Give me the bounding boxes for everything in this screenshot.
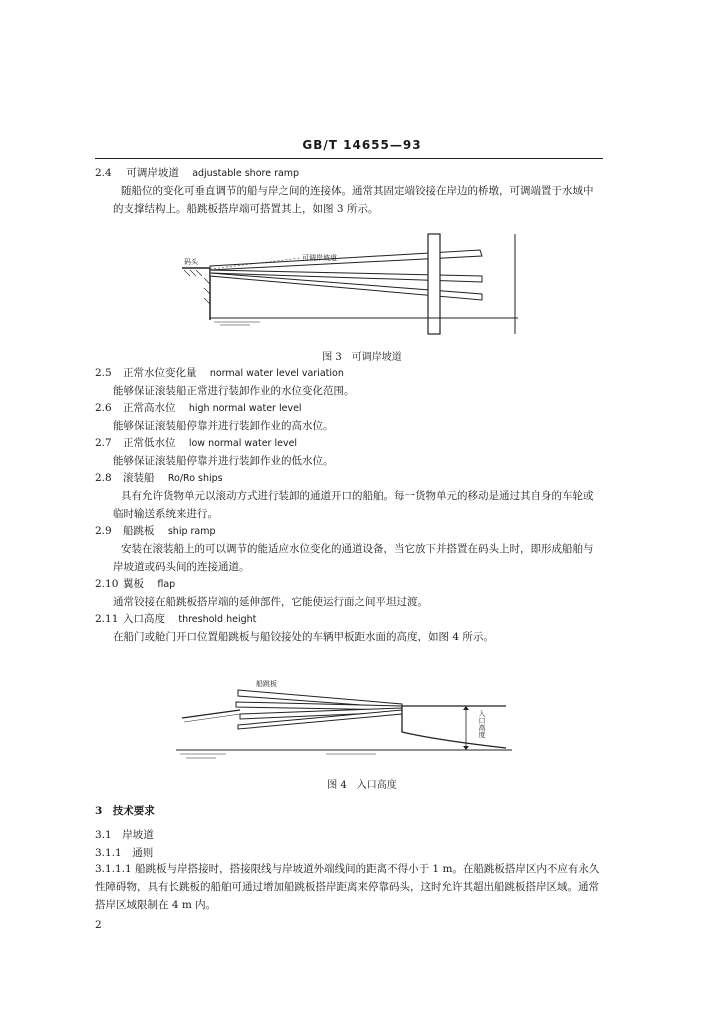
clause-2-7-body: 能够保证滚装船停靠并进行装卸作业的低水位。 <box>113 455 334 467</box>
clause-term: 可调岸坡道 <box>126 167 179 179</box>
clause-2-5-body: 能够保证滚装船正常进行装卸作业的水位变化范围。 <box>113 385 355 397</box>
clause-2-11-body: 在船门或舱门开口位置船跳板与船铰接处的车辆甲板距水面的高度，如图 4 所示。 <box>113 631 494 643</box>
label-ship-ramp: 船跳板 <box>256 680 277 688</box>
clause-2-6-body: 能够保证滚装船停靠并进行装卸作业的高水位。 <box>113 420 334 432</box>
support-pile <box>428 234 440 334</box>
page-number: 2 <box>95 919 102 931</box>
clause-2-8-title: 2.8 滚装船 Ro/Ro ships <box>95 472 223 484</box>
clause-number: 2.4 <box>95 167 112 179</box>
clause-term-en: adjustable shore ramp <box>192 168 300 179</box>
standard-code-header: GB/T 14655—93 <box>302 138 422 152</box>
clause-2-10-title: 2.10 翼板 flap <box>95 578 176 590</box>
clause-2-9-body: 安装在滚装船上的可以调节的能适应水位变化的通道设备，当它放下并搭置在码头上时，即形成船舶与岸坡道或码头间的连接通道。 <box>113 543 594 573</box>
label-quay: 码头 <box>184 258 198 266</box>
clause-2-4-title <box>95 166 299 181</box>
header-rule <box>95 158 603 159</box>
label-adjustable-ramp: 可调岸坡道 <box>302 254 337 262</box>
figure-3-caption: 图 3 可调岸坡道 <box>322 352 402 363</box>
clause-2-8-body: 具有允许货物单元以滚动方式进行装卸的通道开口的船舶。每一货物单元的移动是通过其自身的车轮或临时输送系统来进行。 <box>113 490 594 520</box>
ramp-high <box>210 250 482 270</box>
clause-3-1-1-1 <box>95 860 603 914</box>
clause-number: 3.1.1.1 <box>95 863 132 875</box>
figure-3-diagram <box>180 232 520 344</box>
clause-2-9-title: 2.9 船跳板 ship ramp <box>95 525 216 537</box>
clause-2-6-title: 2.6 正常高水位 high normal water level <box>95 402 302 414</box>
section-3-1-1-heading: 3.1.1 通则 <box>95 847 154 859</box>
clause-2-5-title: 2.5 正常水位变化量 normal water level variation <box>95 367 344 379</box>
figure-4-caption: 图 4 入口高度 <box>327 780 397 791</box>
clause-2-7-title: 2.7 正常低水位 low normal water level <box>95 437 298 449</box>
label-threshold-height: 入口高度 <box>478 710 486 738</box>
clause-2-4-body: 随船位的变化可垂直调节的船与岸之间的连接体。通常其固定端铰接在岸边的桥墩，可调端置于水域中的支撑结构上。船跳板搭岸端可搭置其上，如图 3 所示。 <box>113 185 594 215</box>
figure-4-diagram <box>176 670 516 770</box>
section-3-1-heading: 3.1 岸坡道 <box>95 829 154 841</box>
clause-2-11-title: 2.11 入口高度 threshold height <box>95 613 257 625</box>
clause-body: 船跳板与岸搭接时，搭接限线与岸坡道外端线间的距离不得小于 1 m。在船跳板搭岸区内不应有永久性障碍物，具有长跳板的船舶可通过增加船跳板搭岸距离来停靠码头，这时允许其超出船跳板搭岸区域。通常搭岸区域限制在 4 m 内。 <box>95 863 600 911</box>
section-3-heading: 3 技术要求 <box>95 805 155 817</box>
ship-hull <box>402 706 506 748</box>
clause-2-10-body: 通常铰接在船跳板搭岸端的延伸部件，它能使运行面之间平坦过渡。 <box>113 596 428 608</box>
